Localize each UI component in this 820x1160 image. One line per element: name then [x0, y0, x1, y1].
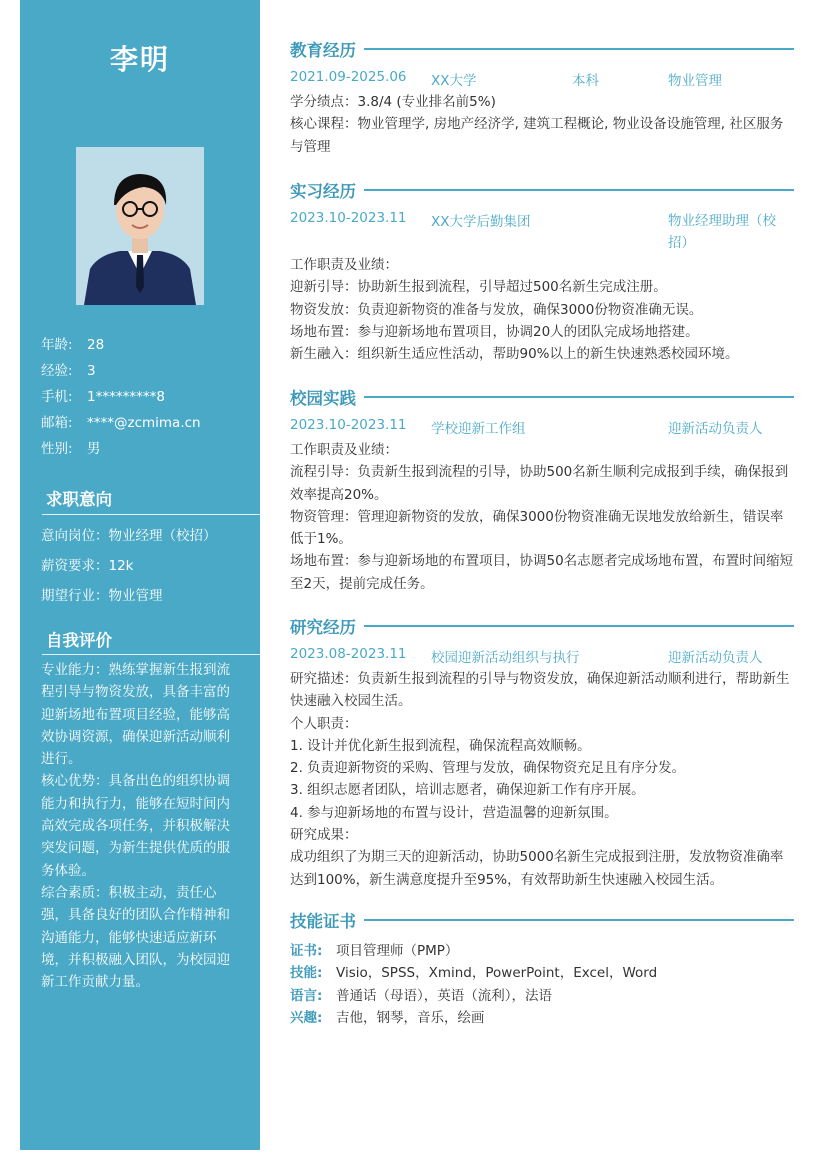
research-section: [290, 614, 794, 891]
intent-divider: [42, 514, 260, 515]
info-row-age: 年龄: 28: [41, 337, 105, 353]
profile-photo: [76, 147, 204, 305]
internship-section: [290, 178, 794, 365]
skill-row-tools: 技能: Visio，SPSS，Xmind，PowerPoint，Excel，Word: [290, 965, 658, 982]
skills-heading: 技能证书: [290, 908, 794, 930]
campus-section: [290, 385, 794, 595]
intent-item: 期望行业：物业管理: [41, 588, 163, 604]
self-eval-heading: 自我评价: [46, 631, 112, 650]
sidebar: [20, 0, 260, 1150]
campus-summary-row: 2023.10-2023.11 学校迎新工作组 迎新活动负责人: [290, 417, 763, 437]
campus-heading: 校园实践: [290, 385, 794, 407]
skill-row-certificate: 证书: 项目管理师（PMP）: [290, 943, 459, 959]
education-heading: 教育经历: [290, 37, 794, 59]
info-row-gender: 性别: 男: [41, 441, 101, 457]
research-summary-row: 2023.08-2023.11 校园迎新活动组织与执行 迎新活动负责人: [290, 646, 763, 666]
intent-heading: 求职意向: [46, 490, 112, 509]
basic-info: [41, 332, 201, 462]
campus-details: 工作职责及业绩： 流程引导：负责新生报到流程的引导，协助500名新生顺利完成报到手续，确保报到效率提高20%。 物资管理：管理迎新物资的发放，确保3000份物资准确无误地发放给新生，错误率低于1%。 场地布置：参与迎新场地的布置项目，协调50名志愿者完成场地布置，布置时间缩短至2天，提前完成任务。: [290, 442, 794, 592]
intent-item: 薪资要求：12k: [41, 558, 134, 574]
portrait-illustration: [76, 147, 204, 305]
intent-item: 意向岗位：物业经理（校招）: [41, 528, 217, 544]
internship-summary-row: 2023.10-2023.11 XX大学后勤集团 物业经理助理（校招）: [290, 210, 776, 251]
self-eval-text: [41, 659, 241, 993]
self-eval-divider: [42, 654, 260, 655]
main-content: [290, 0, 794, 1150]
candidate-name: 李明: [109, 43, 170, 76]
info-row-email: 邮箱: ****@zcmima.cn: [41, 415, 201, 431]
self-eval-paragraph: 核心优势：具备出色的组织协调能力和执行力，能够在短时间内高效完成各项任务，并积极解决突发问题，为新生提供优质的服务体验。: [41, 773, 230, 879]
education-section: [290, 37, 794, 158]
research-heading: 研究经历: [290, 614, 794, 636]
education-details: 学分绩点：3.8/4 (专业排名前5%) 核心课程：物业管理学, 房地产经济学, 建筑工程概论, 物业设备设施管理, 社区服务与管理: [290, 94, 784, 155]
self-eval-paragraph: 综合素质：积极主动，责任心强，具备良好的团队合作精神和沟通能力，能够快速适应新环境，并积极融入团队，为校园迎新工作贡献力量。: [41, 884, 230, 991]
info-row-phone: 手机: 1*********8: [41, 389, 165, 405]
internship-heading: 实习经历: [290, 178, 794, 200]
skills-section: [290, 908, 794, 1029]
skills-list: [290, 940, 794, 1029]
intent-list: [41, 521, 217, 611]
info-row-experience: 经验: 3: [41, 363, 96, 379]
skill-row-interest: 兴趣: 吉他，钢琴，音乐，绘画: [290, 1009, 485, 1026]
internship-details: 工作职责及业绩： 迎新引导：协助新生报到流程，引导超过500名新生完成注册。 物资发放：负责迎新物资的准备与发放，确保3000份物资准确无误。 场地布置：参与迎新场地布置项目，协调20人的团队完成场地搭建。 新生融入：组织新生适应性活动，帮助90%以上的新生快速熟悉校园环境。: [290, 257, 739, 363]
self-eval-paragraph: 专业能力：熟练掌握新生报到流程引导与物资发放，具备丰富的迎新场地布置项目经验，能够高效协调资源，确保迎新活动顺利进行。: [41, 662, 230, 768]
skill-row-language: 语言: 普通话（母语），英语（流利），法语: [290, 987, 552, 1004]
research-details: 研究描述：负责新生报到流程的引导与物资发放，确保迎新活动顺利进行，帮助新生快速融入校园生活。 个人职责： 1. 设计并优化新生报到流程，确保流程高效顺畅。 2. 负责迎新物资的采购、管理与发放，确保物资充足且有序分发。 3. 组织志愿者团队，培训志愿者，确保迎新工作有序开展。 4. 参与迎新场地的布置与设计，营造温馨的迎新氛围。 研究成果： 成功组织了为期三天的迎新活动，协助5000名新生完成报到注册，发放物资准确率达到100%，新生满意度提升至95%，有效帮助新生快速融入校园生活。: [290, 671, 790, 888]
education-summary-row: 2021.09-2025.06 XX大学 本科 物业管理: [290, 69, 722, 89]
